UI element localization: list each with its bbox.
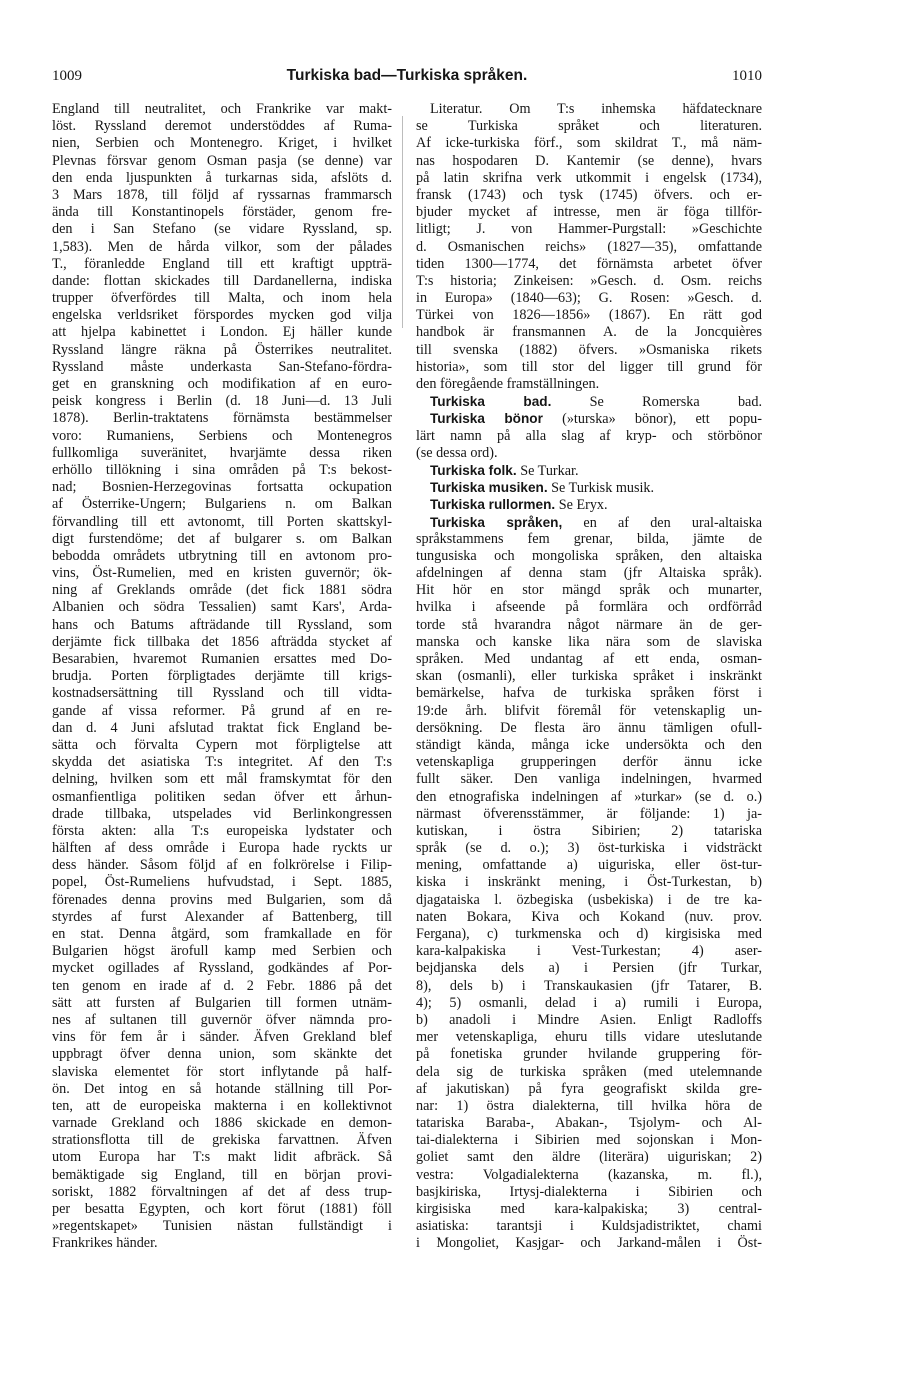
line-text: litligt; J. von Hammer-Purgstall: »Geschichte bbox=[416, 221, 762, 238]
text-line: den enda ljuspunkten å turkarnas sida, afslöts d. bbox=[52, 169, 392, 186]
text-line bbox=[416, 823, 762, 840]
text-line: England till neutralitet, och Frankrike var makt- bbox=[52, 101, 392, 117]
text-line: derjämte fick tillbaka det 1856 afträdda stycket af bbox=[52, 633, 392, 650]
line-text: kara-kalpakiska i Vest-Turkestan; 4) aser- bbox=[416, 943, 762, 960]
line-text: Se Romerska bad. bbox=[551, 394, 762, 411]
text-line: sätta och förvalta Cypern mot förpligtelse att bbox=[52, 736, 392, 753]
text-line bbox=[416, 1081, 762, 1098]
text-line bbox=[416, 1115, 762, 1132]
line-text: nas hospodaren D. Kantemir (se denne), hvars bbox=[416, 152, 762, 169]
text-line bbox=[416, 874, 762, 891]
text-line: Ryssland längre räkna på Österrikes neutralitet. bbox=[52, 341, 392, 358]
text-line: dan d. 4 Juni afslutad traktat fick England be- bbox=[52, 719, 392, 736]
line-text: d. Osmanischen reichs» (1827—35), omfattande bbox=[416, 238, 762, 255]
entry-line bbox=[416, 393, 762, 410]
line-text: på fonetiska grunder hvilande gruppering för- bbox=[416, 1046, 762, 1063]
text-line bbox=[416, 135, 762, 152]
line-text: språken. Med undantag af ett enda, osman- bbox=[416, 651, 762, 667]
text-line: T., föranledde England till ett kraftigt uppträ- bbox=[52, 255, 392, 272]
text-line bbox=[416, 1132, 762, 1149]
line-text: (»turska» bönor), ett popu- bbox=[542, 411, 762, 428]
line-text: den etnografiska indelningen af »turkar» (se d. o.) bbox=[416, 788, 762, 805]
text-line: Frankrikes händer. bbox=[52, 1235, 158, 1252]
text-line: 1878). Berlin-traktatens förnämsta bestämmelser bbox=[52, 410, 392, 427]
text-line bbox=[416, 1029, 762, 1046]
text-line bbox=[416, 531, 762, 548]
text-line bbox=[416, 651, 762, 668]
text-line: fullkomliga suveränitet, hvarjämte dessa riken bbox=[52, 444, 392, 461]
entry-headword: Turkiska bönor bbox=[430, 411, 543, 427]
text-line: nien, Serbien och Montenegro. Kriget, i hvilket bbox=[52, 135, 392, 152]
line-text: närmast öfverensstämmer, är följande: 1) ja- bbox=[416, 805, 762, 822]
text-line: Albanien och södra Tessalien) samt Kars', Arda- bbox=[52, 599, 392, 616]
entry-line bbox=[416, 410, 762, 427]
text-line bbox=[416, 153, 762, 170]
text-line bbox=[416, 1098, 762, 1115]
line-text: naten Bokara, Kiva och Kokand (nuv. prov. bbox=[416, 908, 762, 925]
line-text: språk (se d. o.); 3) öst-turkiska i vidsträckt bbox=[416, 840, 762, 857]
line-text: hvilka i afseende på formlära och ordförråd bbox=[416, 599, 762, 616]
text-line: sätt att fursten af Bulgarien till formen utnäm- bbox=[52, 994, 392, 1011]
line-text: bejdjanska dels a) i Persien (jfr Turkar, bbox=[416, 960, 762, 977]
line-text: Af icke-turkiska förf., som skildrat T., må näm- bbox=[416, 135, 762, 152]
entry-line bbox=[416, 514, 762, 531]
text-line: nes af sultanen till guvernör öfver nämnda pro- bbox=[52, 1011, 392, 1028]
line-text: afdelningen af denna stam (jfr Altaiska språk). bbox=[416, 565, 762, 582]
text-line bbox=[416, 737, 762, 754]
line-text: tungusiska och mongoliska språken, den altaiska bbox=[416, 547, 762, 564]
text-line: kostnadsersättning till Ryssland och till vidta- bbox=[52, 685, 392, 702]
text-line bbox=[416, 359, 762, 376]
text-line bbox=[416, 960, 762, 977]
line-text: tiden 1300—1774, det förnämsta arbetet öfver bbox=[416, 255, 762, 272]
text-line: utom Europa har T:s makt lidit afbräck. Så bbox=[52, 1149, 392, 1166]
line-text: vestra: Volgadialekterna (kazanska, m. fl.), bbox=[416, 1166, 762, 1183]
text-line bbox=[416, 720, 762, 737]
line-text: kutiskan, i östra Sibirien; 2) tatariska bbox=[416, 822, 762, 839]
line-text: kirgisiska med kara-kalpakiska; 3) central- bbox=[416, 1201, 762, 1217]
text-line: en stat. Denna åtgärd, som framkallade en för bbox=[52, 926, 392, 942]
text-line: löst. Ryssland deremot understöddes af Ruma- bbox=[52, 118, 392, 135]
text-line: brudja. Porten förpligtades derjämte till krigs- bbox=[52, 668, 392, 685]
text-line: hans och Batums afträdande till Ryssland, som bbox=[52, 616, 392, 633]
text-line bbox=[416, 909, 762, 926]
text-line bbox=[416, 445, 762, 462]
text-line bbox=[416, 1167, 762, 1184]
text-line bbox=[416, 1149, 762, 1166]
line-text: Hit hör en stor mängd språk och munarter, bbox=[416, 582, 762, 599]
line-text: Türkei von 1826—1856» (1867). En rätt god bbox=[416, 307, 762, 324]
text-line bbox=[416, 1201, 762, 1218]
line-text: basjkiriska, Irtysj-dialekterna i Sibirien och bbox=[416, 1183, 762, 1200]
line-text: asiatiska: tarantsji i Kuldsjadistriktet, chami bbox=[416, 1218, 762, 1235]
line-text: T:s historia; Zinkeisen: »Gesch. d. Osm. reichs bbox=[416, 272, 762, 289]
line-text: historia», som till stor del ligger till grund för bbox=[416, 358, 762, 375]
text-line: skydda det asiatiska T:s integritet. Af den T:s bbox=[52, 754, 392, 771]
line-text: af jakutiskan) på fyra geografiskt skilda gre- bbox=[416, 1080, 762, 1097]
text-line: trupper öfverfördes till Malta, och inom hela bbox=[52, 290, 392, 307]
line-text: dela sig de turkiska språken (med utelemnande bbox=[416, 1063, 762, 1080]
line-text: b) anadoli i Mindre Asien. Enligt Radloffs bbox=[416, 1011, 762, 1028]
text-line bbox=[416, 273, 762, 290]
text-line: per besatta Egypten, och kort förut (1881) föll bbox=[52, 1201, 392, 1217]
line-text: nar: 1) östra dialekterna, till hvilka höra de bbox=[416, 1097, 762, 1114]
text-line bbox=[416, 256, 762, 273]
text-line bbox=[416, 617, 762, 634]
text-line bbox=[416, 187, 762, 204]
line-text: Fergana), c) turkmenska och d) kirgisiska med bbox=[416, 926, 762, 942]
text-line: ön. Det intog en så hotande ställning till Por- bbox=[52, 1080, 392, 1097]
text-line: varnade Grekland och 1886 skickade en demon- bbox=[52, 1115, 392, 1132]
text-line: strationsflotta till de grekiska farvattnen. Äfven bbox=[52, 1132, 392, 1149]
line-text: 8), dels b) i Transkaukasien (jfr Tatarer, B. bbox=[416, 977, 762, 994]
text-line: osmanfientliga politiken sedan öfver ett århun- bbox=[52, 788, 392, 805]
right-column bbox=[416, 101, 762, 1253]
line-text: vetenskapliga grupperingen derför ännu icke bbox=[416, 754, 762, 771]
line-text: mening, omfattande a) uiguriska, eller öst-tur- bbox=[416, 857, 762, 874]
text-line bbox=[416, 324, 762, 341]
text-line bbox=[416, 239, 762, 256]
line-text: i Mongoliet, Kasjgar- och Jarkand-målen i Öst- bbox=[416, 1235, 762, 1252]
line-text: (se dessa ord). bbox=[416, 444, 498, 461]
line-text: fullt säker. Den vanliga indelningen, hvarmed bbox=[416, 771, 762, 788]
text-line bbox=[416, 290, 762, 307]
line-text: torde stå hvarandra något närmare än de ger- bbox=[416, 616, 762, 633]
text-line bbox=[416, 548, 762, 565]
text-line: dande: flottan skickades till Dardanellerna, indiska bbox=[52, 272, 392, 289]
line-text: se Turkiska språket och literaturen. bbox=[416, 118, 762, 135]
text-line bbox=[416, 1064, 762, 1081]
text-line: förvandling till ett avtonomt, till Porten skattskyl- bbox=[52, 513, 392, 530]
text-line bbox=[416, 668, 762, 685]
text-line: dess händer. Såsom följd af en folkrörelse i Filip- bbox=[52, 857, 392, 874]
text-line bbox=[416, 170, 762, 187]
text-line: delning, hvilken som ett mål framskymtat för den bbox=[52, 771, 392, 788]
line-text: den föregående framställningen. bbox=[416, 376, 600, 392]
text-line bbox=[416, 376, 762, 393]
text-line: nad; Bosnien-Herzegovinas fortsatta ockupation bbox=[52, 479, 392, 496]
line-text: 19:de årh. blifvit föremål för vetenskaplig un- bbox=[416, 702, 762, 719]
text-line bbox=[416, 101, 762, 118]
text-line: erhöllo tillökning i sina områden på T:s bekost- bbox=[52, 461, 392, 478]
text-line: engelska verldsriket förspordes mycken god vilja bbox=[52, 307, 392, 324]
text-line bbox=[416, 428, 762, 445]
line-text: dersökning. De flesta äro ännu tämligen ofull- bbox=[416, 719, 762, 736]
text-line: att hjelpa kabinettet i London. Ej häller kunde bbox=[52, 324, 392, 341]
line-text: Se Turkisk musik. bbox=[547, 480, 655, 497]
line-text: in Europa» (1840—63); G. Rosen: »Gesch. d. bbox=[416, 290, 762, 307]
text-line: af Österrike-Ungern; Bulgariens n. om Balkan bbox=[52, 496, 392, 513]
text-line: vins, Öst-Rumelien, med en kristen guvernör; ök- bbox=[52, 565, 392, 582]
text-line bbox=[416, 978, 762, 995]
entry-headword: Turkiska bad. bbox=[430, 394, 552, 410]
line-text: tai-dialekterna i Sibirien med sojonskan i Mon- bbox=[416, 1132, 762, 1149]
text-line bbox=[416, 926, 762, 943]
text-line bbox=[416, 771, 762, 788]
text-line: slaviska elementet för stort inflytande på half- bbox=[52, 1063, 392, 1080]
text-line: voro: Rumaniens, Serbiens och Montenegros bbox=[52, 427, 392, 444]
text-line: 3 Mars 1878, till följd af ryssarnas frammarsch bbox=[52, 186, 392, 203]
page-number-right: 1010 bbox=[732, 68, 762, 84]
text-line: drade tillbaka, utspelades vid Berlinkongressen bbox=[52, 805, 392, 822]
text-line: hälften af dess område i Europa hade ryckts ur bbox=[52, 840, 392, 857]
text-line: bemäktigade sig England, till en början provi- bbox=[52, 1166, 392, 1183]
text-line bbox=[416, 118, 762, 135]
text-line bbox=[416, 789, 762, 806]
text-line: uppbragt öfver denna union, som skänkte det bbox=[52, 1046, 392, 1063]
line-text: språkstammens fem grenar, bilda, jämte de bbox=[416, 530, 762, 547]
left-column bbox=[52, 101, 392, 1253]
text-line: gande af vissa reformer. På grund af en re- bbox=[52, 702, 392, 719]
line-text: bjuder mycket af intresse, men är föga tillför- bbox=[416, 204, 762, 221]
text-line: popel, Öst-Rumeliens hufvudstad, i Sept. 1885, bbox=[52, 874, 392, 891]
text-line: mycket ogillades af Ryssland, godkändes af Por- bbox=[52, 960, 392, 977]
text-line bbox=[416, 634, 762, 651]
text-line bbox=[416, 565, 762, 582]
line-text: tatariska Baraba-, Abakan-, Tsjolym- och Al- bbox=[416, 1115, 762, 1132]
text-line bbox=[416, 1235, 762, 1252]
line-text: bemärkelse, hafva de turkiska språken först i bbox=[416, 685, 762, 702]
column-divider bbox=[402, 116, 403, 328]
text-line: förenades denna provins med Bulgarien, som då bbox=[52, 891, 392, 908]
text-line: den i San Stefano (se vidare Ryssland, sp. bbox=[52, 221, 392, 238]
text-line bbox=[416, 857, 762, 874]
line-text: manska och kanske lika nära som de slaviska bbox=[416, 633, 762, 650]
line-text: en af den ural-altaiska bbox=[562, 514, 762, 531]
line-text: skan (osmanli), eller turkiska språket i inskränkt bbox=[416, 668, 762, 685]
text-line: ning af Greklands område (det fick 1881 södra bbox=[52, 582, 392, 599]
text-line bbox=[416, 1218, 762, 1235]
entry-headword: Turkiska musiken. bbox=[430, 480, 548, 496]
line-text: mer vetenskapliga, ehuru tills vidare uteslutande bbox=[416, 1029, 762, 1046]
line-text: Se Eryx. bbox=[555, 497, 608, 514]
line-text: 4); 5) osmanli, delad i a) rumili i Europa, bbox=[416, 994, 762, 1011]
text-line bbox=[416, 1046, 762, 1063]
page-number-left: 1009 bbox=[52, 68, 82, 84]
text-line: första akten: alla T:s europeiska lydstater och bbox=[52, 822, 392, 839]
entry-line bbox=[416, 496, 762, 513]
text-line: ten genom en irade af d. 2 Febr. 1886 på det bbox=[52, 977, 392, 994]
line-text: handbok är fransmannen A. de la Joncquières bbox=[416, 324, 762, 341]
entry-headword: Turkiska folk. bbox=[430, 462, 517, 478]
line-text: ständigt kända, många icke undersökta och den bbox=[416, 736, 762, 753]
text-line bbox=[416, 754, 762, 771]
text-line bbox=[416, 685, 762, 702]
text-line bbox=[416, 307, 762, 324]
text-line: get en granskning och modifikation af en euro- bbox=[52, 376, 392, 392]
text-line: Besarabien, hvaremot Rumanien ersattes med Do- bbox=[52, 651, 392, 667]
text-line: Plevnas försvar genom Osman pasja (se denne) var bbox=[52, 152, 392, 169]
text-line: ten, att de europeiska makterna i en kollektivnot bbox=[52, 1097, 392, 1114]
line-text: till svenska (1882) öfvers. »Osmaniska rikets bbox=[416, 341, 762, 358]
text-line: Ryssland måste underkasta San-Stefano-fördra- bbox=[52, 358, 392, 375]
line-text: på latin skrifna verk utkommit i engelsk (1734), bbox=[416, 169, 762, 186]
entry-line bbox=[416, 479, 762, 496]
text-line: ända till Konstantinopels förstäder, genom fre- bbox=[52, 204, 392, 221]
text-line: Bulgarien högst ärofull kamp med Serbien och bbox=[52, 943, 392, 960]
entry-headword: Turkiska rullormen. bbox=[430, 497, 556, 513]
line-text: lärt namn på alla slag af kryp- och störbönor bbox=[416, 427, 762, 444]
text-line: soriskt, 1882 förvaltningen af det af dess trup- bbox=[52, 1183, 392, 1200]
text-line: vins för fem år i sänder. Äfven Grekland blef bbox=[52, 1029, 392, 1046]
running-title: Turkiska bad—Turkiska språken. bbox=[286, 67, 528, 84]
text-line bbox=[416, 840, 762, 857]
text-line bbox=[416, 943, 762, 960]
text-line bbox=[416, 582, 762, 599]
entry-headword: Turkiska språken, bbox=[430, 514, 563, 530]
line-text: goliet samt den äldre (literära) uiguriskan; 2) bbox=[416, 1149, 762, 1166]
line-text: Literatur. Om T:s inhemska häfdatecknare bbox=[430, 101, 762, 117]
text-line bbox=[416, 995, 762, 1012]
page-header bbox=[52, 68, 762, 90]
text-line bbox=[416, 342, 762, 359]
text-line: »regentskapet» Tunisien nästan fullständigt i bbox=[52, 1218, 392, 1235]
line-text: fransk (1743) och tysk (1745) öfvers. och er- bbox=[416, 186, 762, 203]
text-line bbox=[416, 1184, 762, 1201]
entry-line bbox=[416, 462, 762, 479]
text-line bbox=[416, 806, 762, 823]
text-line: 1,583). Men de hårda vilkor, som der pålades bbox=[52, 238, 392, 255]
text-line: peisk kongress i Berlin (d. 18 Juni—d. 13 Juli bbox=[52, 393, 392, 410]
text-line bbox=[416, 204, 762, 221]
text-line bbox=[416, 221, 762, 238]
line-text: djagataiska l. özbegiska (usbekiska) i de tre ka- bbox=[416, 891, 762, 908]
text-line: digt furstendöme; det af bulgarer s. om Balkan bbox=[52, 530, 392, 547]
text-line bbox=[416, 703, 762, 720]
line-text: kiska i inskränkt mening, i Öst-Turkestan, b) bbox=[416, 874, 762, 891]
text-line: bebodda områdets utbrytning till en avtonom pro- bbox=[52, 547, 392, 564]
text-line bbox=[416, 599, 762, 616]
line-text: Se Turkar. bbox=[516, 462, 579, 479]
text-line: styrdes af furst Alexander af Battenberg, till bbox=[52, 908, 392, 925]
text-line bbox=[416, 892, 762, 909]
text-line bbox=[416, 1012, 762, 1029]
